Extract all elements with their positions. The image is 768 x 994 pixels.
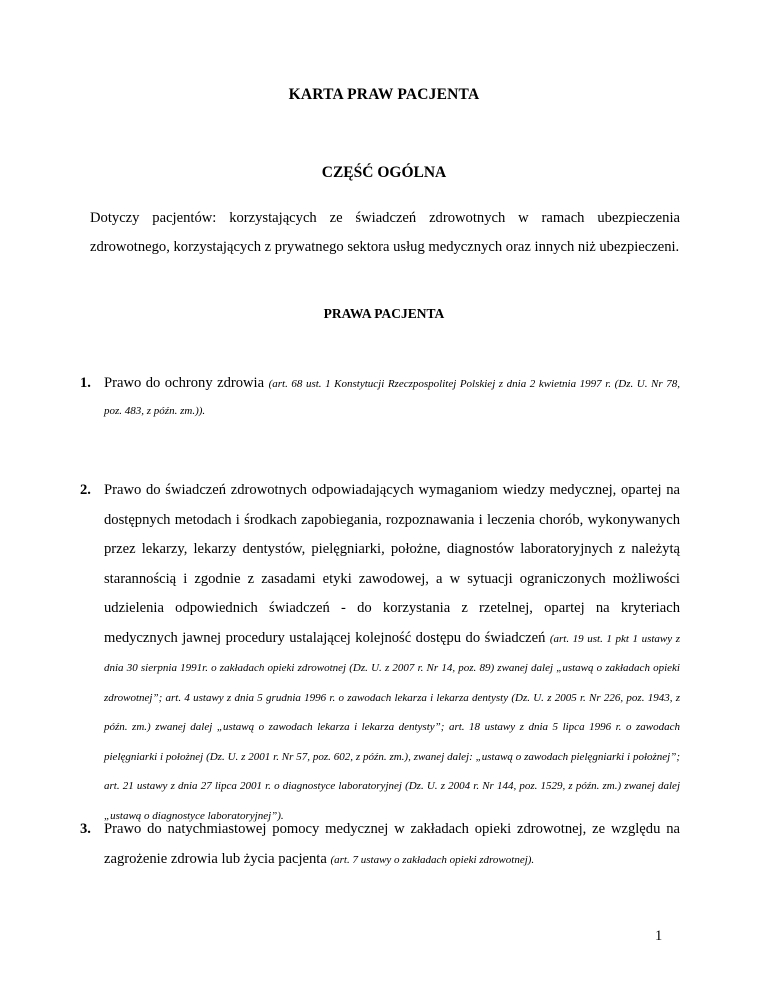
list-item (80, 370, 680, 424)
list-item-citation: (art. 7 ustawy o zakładach opieki zdrowotnej). (330, 854, 535, 866)
section-heading-patient-rights: PRAWA PACJENTA (323, 306, 445, 321)
list-item-number: 3. (80, 821, 91, 837)
page-number: 1 (655, 928, 663, 944)
list-item-citation: (art. 19 ust. 1 pkt 1 ustawy z dnia 30 sierpnia 1991r. o zakładach opieki zdrowotnej (Dz. U. z 2007 r. Nr 14, poz. 89) zwanej dalej „ustawą o zakładach opieki zdrowotnej”; art. 4 ustawy z dnia 5 grudnia 1996 r. o zawodach lekarza i lekarza dentysty (Dz. U. z 2005 r. Nr 226, poz. 1943, z późn. zm.) zwanej dalej „ustawą o zawodach lekarza i lekarza dentysty”; art. 18 ustawy z dnia 5 lipca 1996 r. o zawodach pielęgniarki i położnej (Dz. U. z 2001 r. Nr 57, poz. 602, z późn. zm.), zwanej dalej: „ustawą o zawodach pielęgniarki i położnej”; art. 21 ustawy z dnia 27 lipca 2001 r. o diagnostyce laboratoryjnej (Dz. U. z 2004 r. Nr 144, poz. 1529, z późn. zm.) zwanej dalej „ustawą o diagnostyce laboratoryjnej”). (104, 632, 680, 822)
intro-paragraph: Dotyczy pacjentów: korzystających ze świadczeń zdrowotnych w ramach ubezpieczenia zdrowotnego, korzystających z prywatnego sektora usług medycznych oraz innych niż ubezpieczeni. (90, 210, 680, 255)
list-item (80, 476, 680, 830)
section-heading-general: CZĘŚĆ OGÓLNA (321, 164, 447, 181)
list-item-citation: (art. 68 ust. 1 Konstytucji Rzeczpospolitej Polskiej z dnia 2 kwietnia 1997 r. (Dz. U. Nr 78, poz. 483, z późn. zm.)). (104, 378, 680, 417)
document-title: KARTA PRAW PACJENTA (288, 86, 480, 103)
list-item-text: Prawo do natychmiastowej pomocy medycznej w zakładach opieki zdrowotnej, ze względu na zagrożenie zdrowia lub życia pacjenta (104, 821, 680, 867)
list-item-text: Prawo do ochrony zdrowia (104, 375, 269, 391)
list-item-text: Prawo do świadczeń zdrowotnych odpowiadających wymaganiom wiedzy medycznej, opartej na dostępnych metodach i środkach zapobiegania, rozpoznawania i leczenia chorób, wykonywanych przez lekarzy, lekarzy dentystów, pielęgniarki, położne, diagnostów laboratoryjnych z należytą starannością i zgodnie z zasadami etyki zawodowej, a w sytuacji ograniczonych możliwości udzielenia odpowiednich świadczeń - do korzystania z rzetelnej, opartej na kryteriach medycznych jawnej procedury ustalającej kolejność dostępu do świadczeń (104, 482, 680, 646)
list-item-number: 2. (80, 482, 91, 498)
list-item (80, 814, 680, 875)
list-item-number: 1. (80, 375, 91, 391)
